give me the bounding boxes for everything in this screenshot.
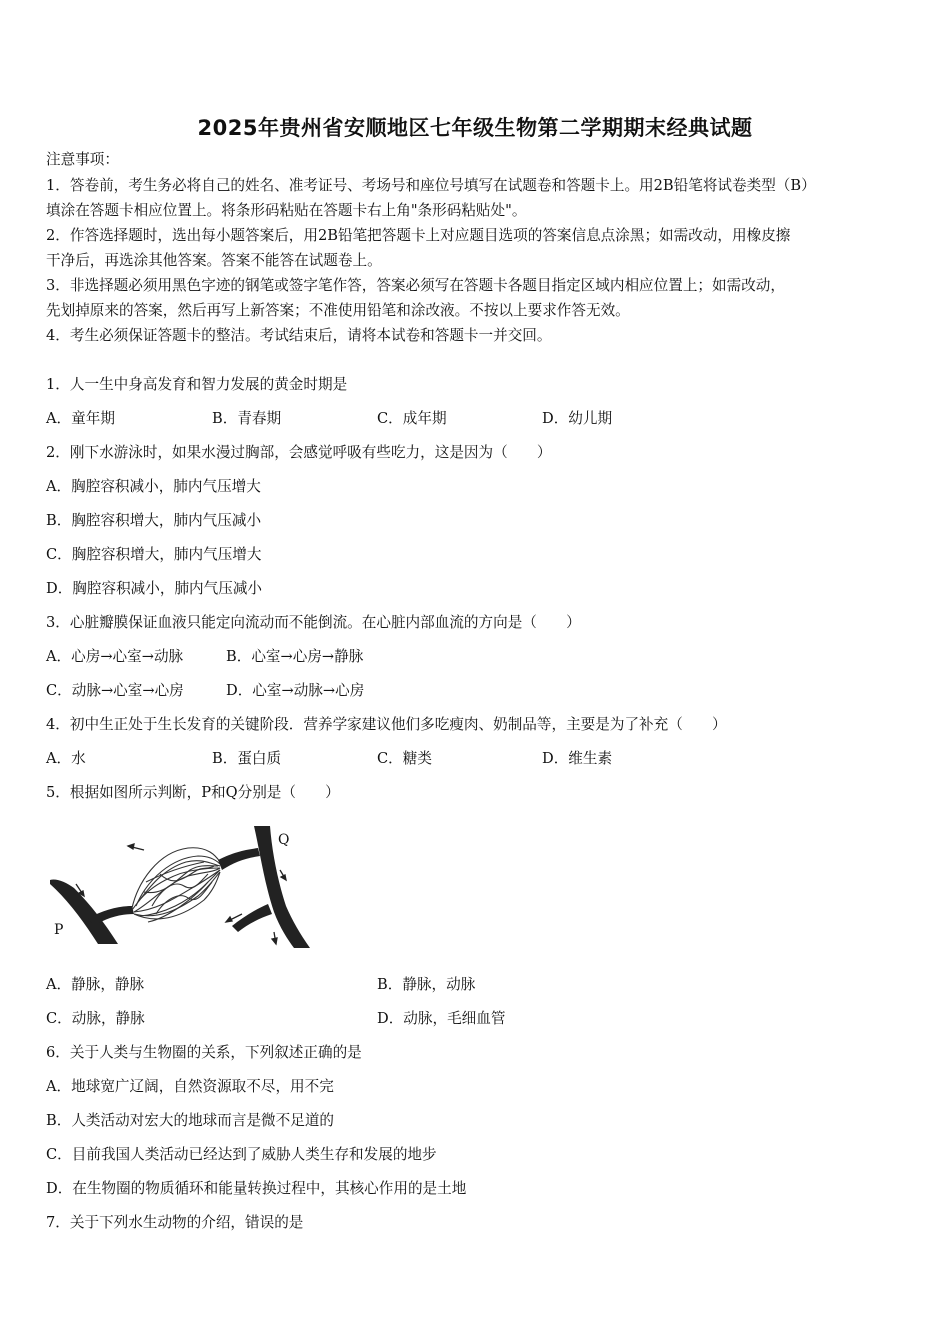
option-b: B．心室→心房→静脉: [226, 648, 364, 665]
option-c: C．目前我国人类活动已经达到了威胁人类生存和发展的地步: [46, 1146, 437, 1163]
page-title: 2025年贵州省安顺地区七年级生物第二学期期末经典试题: [197, 116, 753, 140]
notice-line: 1．答卷前，考生务必将自己的姓名、准考证号、考场号和座位号填写在试题卷和答题卡上。用2B铅笔将试卷类型（B）: [46, 177, 816, 194]
option-b: B．蛋白质: [212, 750, 282, 767]
option-d: D．维生素: [542, 750, 613, 767]
option-a: A．心房→心室→动脉: [46, 648, 184, 665]
question-6-stem: 6．关于人类与生物圈的关系，下列叙述正确的是: [46, 1044, 362, 1061]
option-d: D．在生物圈的物质循环和能量转换过程中，其核心作用的是土地: [46, 1180, 467, 1197]
option-b: B．胸腔容积增大，肺内气压减小: [46, 512, 262, 529]
question-2-stem: 2．刚下水游泳时，如果水漫过胸部，会感觉呼吸有些吃力，这是因为（ ）: [46, 444, 552, 461]
notice-line: 填涂在答题卡相应位置上。将条形码粘贴在答题卡右上角"条形码粘贴处"。: [46, 202, 527, 219]
option-b: B．静脉，动脉: [377, 976, 476, 993]
option-a: A．童年期: [46, 410, 115, 427]
figure-label-q: Q: [278, 832, 290, 848]
vessel-q-branch: [218, 848, 260, 870]
option-d: D．幼儿期: [542, 410, 613, 427]
option-a: A．水: [46, 750, 86, 767]
option-a: A．静脉，静脉: [46, 976, 145, 993]
notice-line: 2．作答选择题时，选出每小题答案后，用2B铅笔把答题卡上对应题目选项的答案信息点涂黑；如需改动，用橡皮擦: [46, 227, 791, 244]
question-7-stem: 7．关于下列水生动物的介绍，错误的是: [46, 1214, 304, 1231]
option-b: B．人类活动对宏大的地球而言是微不足道的: [46, 1112, 335, 1129]
notice-line: 4．考生必须保证答题卡的整洁。考试结束后，请将本试卷和答题卡一并交回。: [46, 327, 552, 344]
option-a: A．地球宽广辽阔，自然资源取不尽，用不完: [46, 1078, 334, 1095]
option-d: D．胸腔容积减小，肺内气压减小: [46, 580, 263, 597]
question-1-stem: 1．人一生中身高发育和智力发展的黄金时期是: [46, 376, 348, 393]
option-c: C．成年期: [377, 410, 447, 427]
question-3-stem: 3．心脏瓣膜保证血液只能定向流动而不能倒流。在心脏内部血流的方向是（ ）: [46, 614, 581, 631]
notice-line: 3．非选择题必须用黑色字迹的钢笔或签字笔作答，答案必须写在答题卡各题目指定区域内相应位置上；如需改动，: [46, 277, 785, 294]
notice-line: 干净后，再选涂其他答案。答案不能答在试题卷上。: [46, 252, 382, 269]
option-d: D．心室→动脉→心房: [226, 682, 365, 699]
option-b: B．青春期: [212, 410, 282, 427]
capillary-network-figure: [48, 822, 316, 950]
question-4-stem: 4．初中生正处于生长发育的关键阶段．营养学家建议他们多吃瘦肉、奶制品等，主要是为了补充（ ）: [46, 716, 727, 733]
question-5-stem: 5．根据如图所示判断，P和Q分别是（ ）: [46, 784, 340, 801]
figure-label-p: P: [54, 922, 64, 938]
option-c: C．糖类: [377, 750, 432, 767]
option-c: C．动脉，静脉: [46, 1010, 145, 1027]
vessel-q-lower-branch: [232, 904, 272, 932]
notice-heading: 注意事项：: [46, 151, 119, 168]
capillary-bed: [132, 848, 220, 922]
option-d: D．动脉，毛细血管: [377, 1010, 506, 1027]
vessel-p-branch: [88, 906, 134, 926]
notice-line: 先划掉原来的答案，然后再写上新答案；不准使用铅笔和涂改液。不按以上要求作答无效。: [46, 302, 630, 319]
option-c: C．胸腔容积增大，肺内气压增大: [46, 546, 262, 563]
option-c: C．动脉→心室→心房: [46, 682, 184, 699]
option-a: A．胸腔容积减小，肺内气压增大: [46, 478, 261, 495]
